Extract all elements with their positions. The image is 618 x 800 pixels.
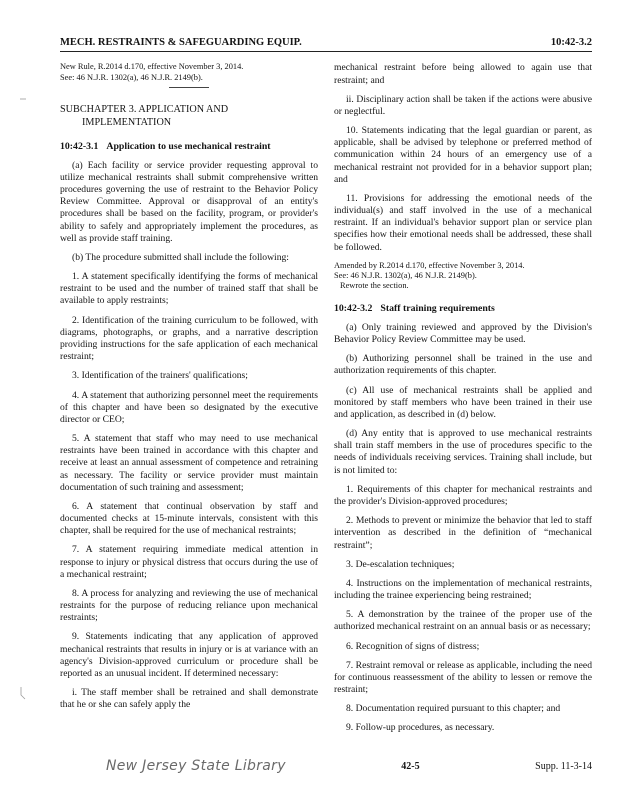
library-watermark: New Jersey State Library bbox=[106, 758, 286, 774]
header-title: MECH. RESTRAINTS & SAFEGUARDING EQUIP. bbox=[60, 37, 302, 48]
history-note-line: New Rule, R.2014 d.170, effective November 3, 2014. bbox=[60, 62, 244, 72]
paragraph: 4. A statement that authorizing personnel meet the requirements of this chapter and have been so designated by the executive director or CEO; bbox=[60, 389, 318, 425]
paragraph: 8. Documentation required pursuant to this chapter; and bbox=[346, 703, 561, 715]
divider bbox=[169, 87, 209, 88]
paragraph: 10. Statements indicating that the legal guardian or parent, as applicable, shall be advised by telephone or preferred method of communication within 24 hours of an emergency use of a mechanical restraint not provided for in a behavior support plan; and bbox=[334, 125, 592, 185]
paragraph: 9. Statements indicating that any application of approved mechanical restraints that results in injury or is at variance with an agency's Division-approved curriculum or procedure shall be reported as an unusual incident. If determined necessary: bbox=[60, 631, 318, 679]
paragraph: mechanical restraint before being allowed to again use that restraint; and bbox=[334, 62, 592, 86]
page-footer bbox=[60, 758, 592, 776]
subchapter-heading-line: IMPLEMENTATION bbox=[82, 116, 172, 128]
paragraph: (d) Any entity that is approved to use mechanical restraints shall train staff members in the use of procedures specific to the needs of individuals receiving services. Training shall include, but is not limited to: bbox=[334, 428, 592, 476]
running-header bbox=[60, 36, 592, 52]
paragraph: 6. Recognition of signs of distress; bbox=[346, 640, 480, 652]
paragraph: 9. Follow-up procedures, as necessary. bbox=[346, 722, 495, 734]
section-number: 10:42-3.1 bbox=[60, 141, 99, 153]
paragraph: 2. Methods to prevent or minimize the behavior that led to staff intervention as described in the definition of “mechanical restraint”; bbox=[334, 515, 592, 551]
subchapter-heading bbox=[60, 104, 318, 130]
amendment-note-line: See: 46 N.J.R. 1302(a), 46 N.J.R. 2149(b). bbox=[334, 270, 477, 280]
paragraph: 6. A statement that continual observation by staff and documented checks at 15-minute intervals, consistent with this chapter, shall be required for the use of mechanical restraints; bbox=[60, 500, 318, 537]
two-column-body bbox=[60, 62, 592, 741]
paragraph: 5. A demonstration by the trainee of the proper use of the authorized mechanical restraint on an annual basis or as necessary; bbox=[334, 609, 592, 633]
paragraph: 3. De-escalation techniques; bbox=[346, 558, 455, 570]
paragraph: (c) All use of mechanical restraints shall be applied and monitored by staff members who have been trained in their use and application, as described in (d) below. bbox=[334, 384, 592, 420]
paragraph: (b) Authorizing personnel shall be trained in the use and authorization requirements of this chapter. bbox=[334, 353, 592, 377]
right-column bbox=[334, 62, 592, 741]
paragraph: 5. A statement that staff who may need to use mechanical restraints have been trained in accordance with this chapter and receive at least an annual assessment of competence and retraining as necessary. The facility or service provider must maintain documentation of such training and assessment; bbox=[60, 433, 318, 493]
paragraph: i. The staff member shall be retrained and shall demonstrate that he or she can safely apply the bbox=[60, 687, 318, 711]
paragraph: 7. A statement requiring immediate medical attention in response to injury or physical distress that occurs during the use of a mechanical restraint; bbox=[60, 544, 318, 580]
scan-artifact-mark bbox=[18, 686, 28, 700]
paragraph: 2. Identification of the training curriculum to be followed, with diagrams, photographs, or graphs, and a narrative description providing instructions for the safe application of each mechanical restraint; bbox=[60, 314, 318, 363]
section-heading bbox=[60, 141, 318, 153]
paragraph: 1. Requirements of this chapter for mechanical restraints and the provider's Division-approved procedures; bbox=[334, 483, 592, 507]
section-heading bbox=[334, 303, 592, 315]
section-number: 10:42-3.2 bbox=[334, 303, 373, 315]
paragraph: 1. A statement specifically identifying the forms of mechanical restraint to be used and the number of trained staff that shall be available to apply restraints; bbox=[60, 271, 318, 307]
amendment-note-line: Amended by R.2014 d.170, effective November 3, 2014. bbox=[334, 260, 525, 270]
paragraph: 3. Identification of the trainers' qualifications; bbox=[72, 370, 248, 382]
paragraph: (b) The procedure submitted shall include the following: bbox=[72, 251, 289, 263]
amendment-note bbox=[334, 261, 592, 292]
section-title: Staff training requirements bbox=[380, 303, 495, 315]
history-note bbox=[60, 62, 318, 83]
paragraph: 7. Restraint removal or release as applicable, including the need for continuous reassessment of the ability to lessen or remove the restraint; bbox=[334, 659, 592, 696]
subchapter-heading-line: SUBCHAPTER 3. APPLICATION AND bbox=[60, 103, 229, 115]
paragraph: (a) Only training reviewed and approved by the Division's Behavior Policy Review Committee may be used. bbox=[334, 321, 592, 346]
scan-artifact-mark bbox=[18, 96, 28, 110]
header-section-number: 10:42-3.2 bbox=[550, 37, 592, 48]
supplement-date: Supp. 11-3-14 bbox=[535, 760, 592, 772]
history-note-line: See: 46 N.J.R. 1302(a), 46 N.J.R. 2149(b). bbox=[60, 72, 203, 82]
paragraph: (a) Each facility or service provider requesting approval to utilize mechanical restraints shall submit comprehensive written procedures governing the use of restraint to the Behavior Policy Review Committee. Approval or disapproval of an entity's procedures shall be based on the facility, program, or provider's ability to safely and appropriately implement the procedures, as well as provide staff training. bbox=[60, 159, 318, 244]
amendment-note-line: Rewrote the section. bbox=[340, 281, 409, 291]
section-title: Application to use mechanical restraint bbox=[106, 141, 271, 153]
page-number: 42-5 bbox=[401, 760, 420, 772]
paragraph: 8. A process for analyzing and reviewing the use of mechanical restraints for the purpose of reducing reliance upon mechanical restraints; bbox=[60, 587, 318, 624]
paragraph: ii. Disciplinary action shall be taken if the actions were abusive or neglectful. bbox=[334, 93, 592, 117]
paragraph: 11. Provisions for addressing the emotional needs of the individual(s) and staff involved in the use of a mechanical restraint. If an individual's behavior support plan or service plan specifies how their emotional needs shall be addressed, these shall be followed. bbox=[334, 192, 592, 253]
paragraph: 4. Instructions on the implementation of mechanical restraints, including the trainee experiencing being restrained; bbox=[334, 577, 592, 602]
left-column bbox=[60, 62, 318, 741]
